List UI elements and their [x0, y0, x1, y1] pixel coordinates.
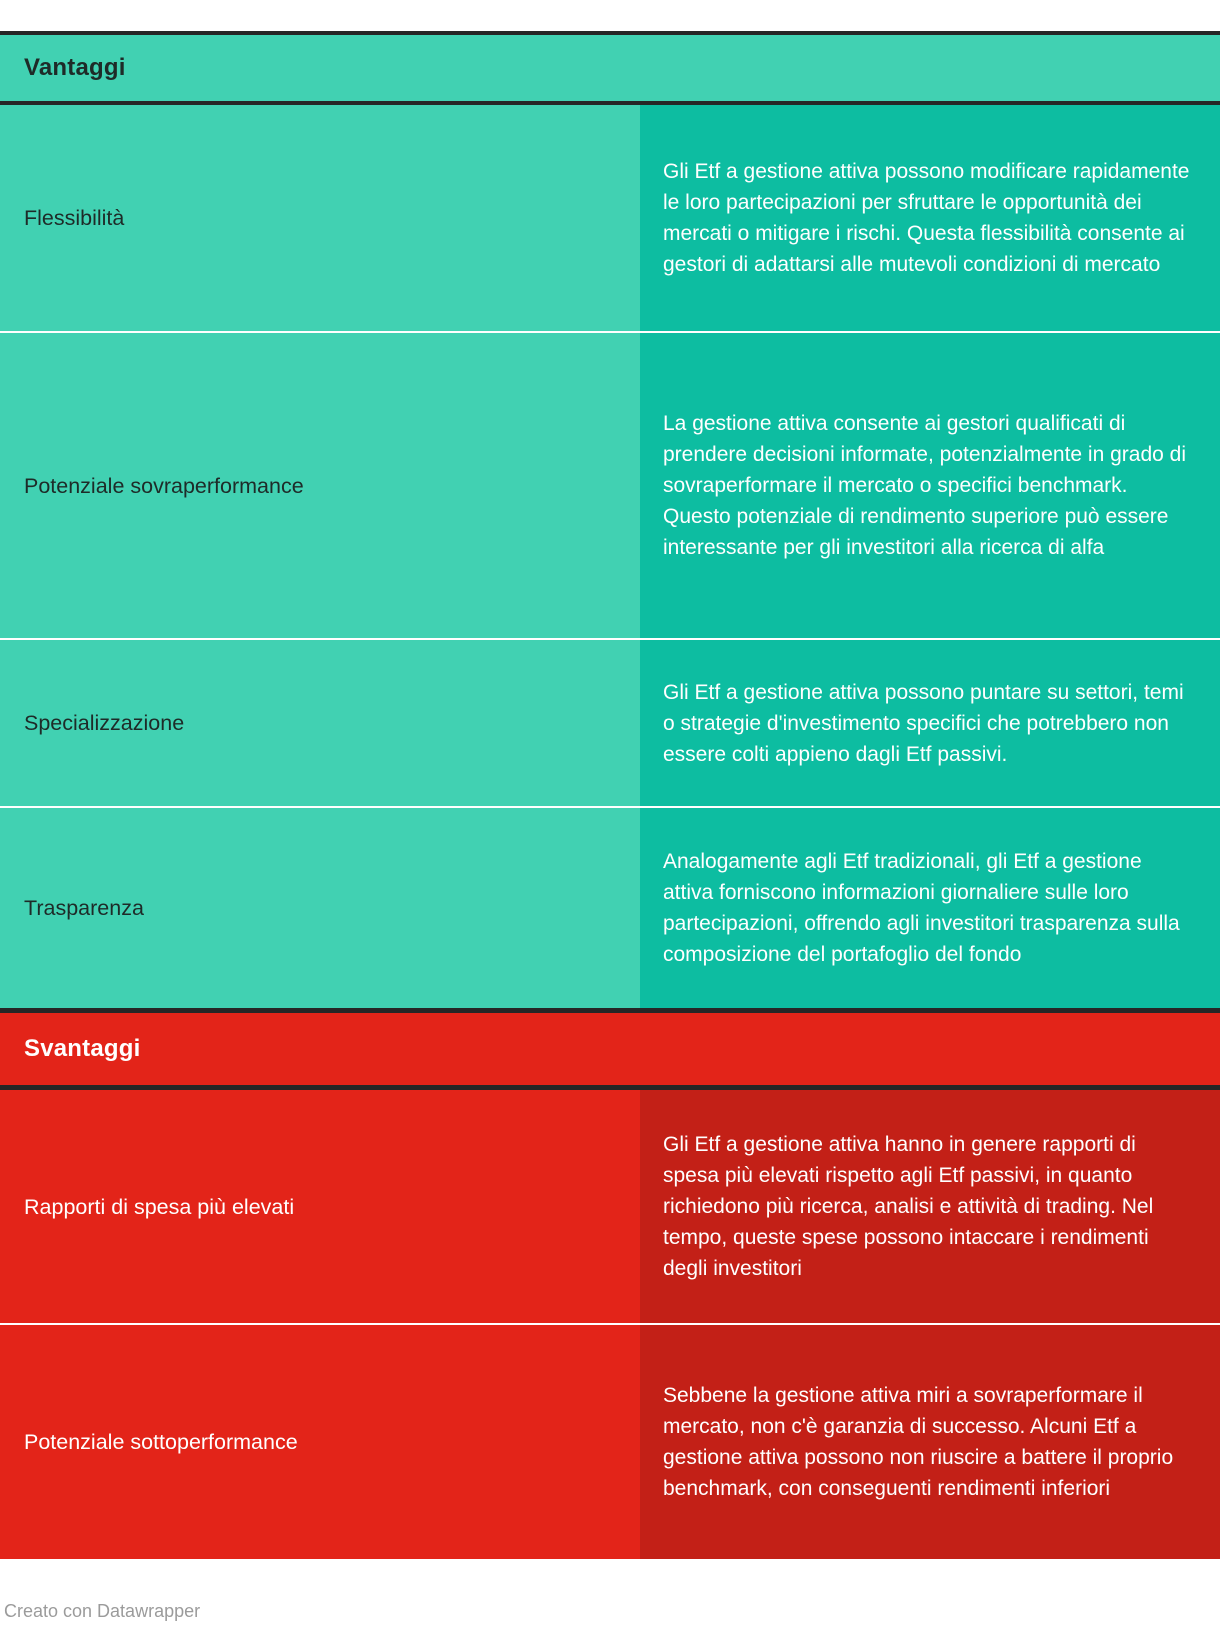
row-description-text: Gli Etf a gestione attiva possono modificare rapidamente le loro partecipazioni per sfruttare le opportunità dei mercati o mitigare i rischi. Questa flessibilità consente ai gestori di adattarsi alle mutevoli condizioni di mercato: [663, 160, 1190, 276]
top-whitespace: [0, 0, 1220, 31]
row-label: Potenziale sovraperformance: [0, 333, 640, 638]
datawrapper-credit-link[interactable]: Creato con Datawrapper: [4, 1601, 201, 1621]
section-title: Svantaggi: [24, 1035, 141, 1062]
table-row: [0, 1323, 1220, 1559]
row-label: Trasparenza: [0, 808, 640, 1008]
section-title: Vantaggi: [24, 54, 126, 81]
row-description: [640, 640, 1220, 806]
row-description: [640, 1090, 1220, 1323]
row-description-text: Gli Etf a gestione attiva hanno in genere rapporti di spesa più elevati rispetto agli Etf passivi, in quanto richiedono più ricerca, analisi e attività di trading. Nel tempo, queste spese possono intaccare i rendimenti degli investitori: [663, 1133, 1154, 1280]
row-label: Specializzazione: [0, 640, 640, 806]
table-row: [0, 638, 1220, 806]
table-row: [0, 331, 1220, 638]
table-row: [0, 806, 1220, 1008]
table-row: [0, 1090, 1220, 1323]
row-description-text: Gli Etf a gestione attiva possono puntare su settori, temi o strategie d'investimento specifici che potrebbero non essere colti appieno dagli Etf passivi.: [663, 680, 1184, 766]
row-label: Flessibilità: [0, 105, 640, 331]
row-description-text: La gestione attiva consente ai gestori qualificati di prendere decisioni informate, potenzialmente in grado di sovraperformare il mercato o specifici benchmark. Questo potenziale di rendimento superiore può essere interessante per gli investitori alla ricerca di alfa: [663, 412, 1186, 559]
row-description: [640, 105, 1220, 331]
row-description-text: Sebbene la gestione attiva miri a sovraperformare il mercato, non c'è garanzia di successo. Alcuni Etf a gestione attiva possono non riuscire a battere il proprio benchmark, con conseguenti rendimenti inferiori: [663, 1384, 1174, 1500]
row-description: [640, 1325, 1220, 1559]
table-row: [0, 105, 1220, 331]
row-label: Rapporti di spesa più elevati: [0, 1090, 640, 1323]
section-header-svantaggi: [0, 1013, 1220, 1085]
footer: [0, 1601, 1220, 1622]
section-header-vantaggi: [0, 35, 1220, 101]
row-description: [640, 808, 1220, 1008]
row-description-text: Analogamente agli Etf tradizionali, gli Etf a gestione attiva forniscono informazioni giornaliere sulle loro partecipazioni, offrendo agli investitori trasparenza sulla composizione del portafoglio del fondo: [663, 850, 1180, 966]
row-label: Potenziale sottoperformance: [0, 1325, 640, 1559]
row-description: [640, 333, 1220, 638]
